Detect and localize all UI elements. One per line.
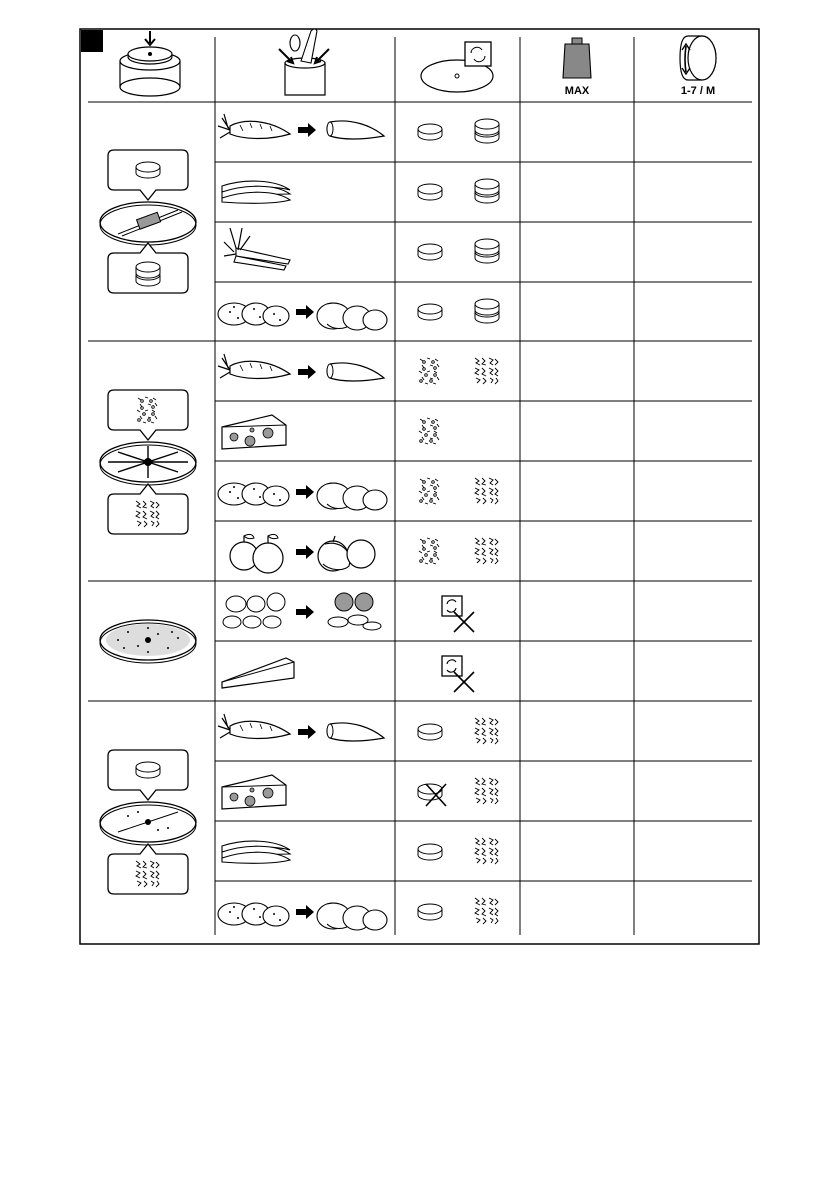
slice-crossed-icon: [418, 784, 446, 806]
food-potato: [218, 483, 289, 506]
slice-thin-icon: [136, 162, 160, 178]
food-cucumber: [222, 841, 290, 863]
food-cheese: [222, 775, 286, 809]
food-potato: [218, 303, 289, 326]
disc-insert-icon: [120, 31, 180, 96]
food-hard-cheese: [222, 658, 294, 688]
food-carrot: [218, 354, 290, 379]
section-marker: [81, 30, 103, 52]
row-dividers: [215, 162, 752, 881]
grating-disc-illustration: [100, 620, 196, 663]
not-reversible-icon: [442, 656, 474, 692]
slice-thick-icon: [136, 262, 160, 286]
food-potato: [218, 903, 289, 926]
food-feed-icon: [279, 29, 329, 95]
food-nuts: [223, 593, 285, 628]
food-apple: [230, 534, 283, 573]
food-cucumber: [222, 181, 290, 203]
food-column: [218, 114, 387, 930]
result-column: [418, 119, 499, 924]
slicing-disc-illustration: [100, 150, 196, 293]
disc-reverse-icon: [421, 42, 493, 92]
reversible-disc-illustration: [100, 750, 196, 894]
speed-dial-icon: [680, 36, 716, 97]
food-leek: [224, 228, 290, 270]
max-label: MAX: [564, 85, 590, 97]
not-reversible-icon: [442, 596, 474, 632]
food-carrot: [218, 114, 290, 139]
shredding-disc-illustration: [100, 390, 196, 534]
food-cheese: [222, 415, 286, 449]
food-carrot: [218, 714, 290, 739]
speed-label: 1-7 / M: [680, 85, 716, 97]
max-weight-icon: [563, 38, 591, 97]
